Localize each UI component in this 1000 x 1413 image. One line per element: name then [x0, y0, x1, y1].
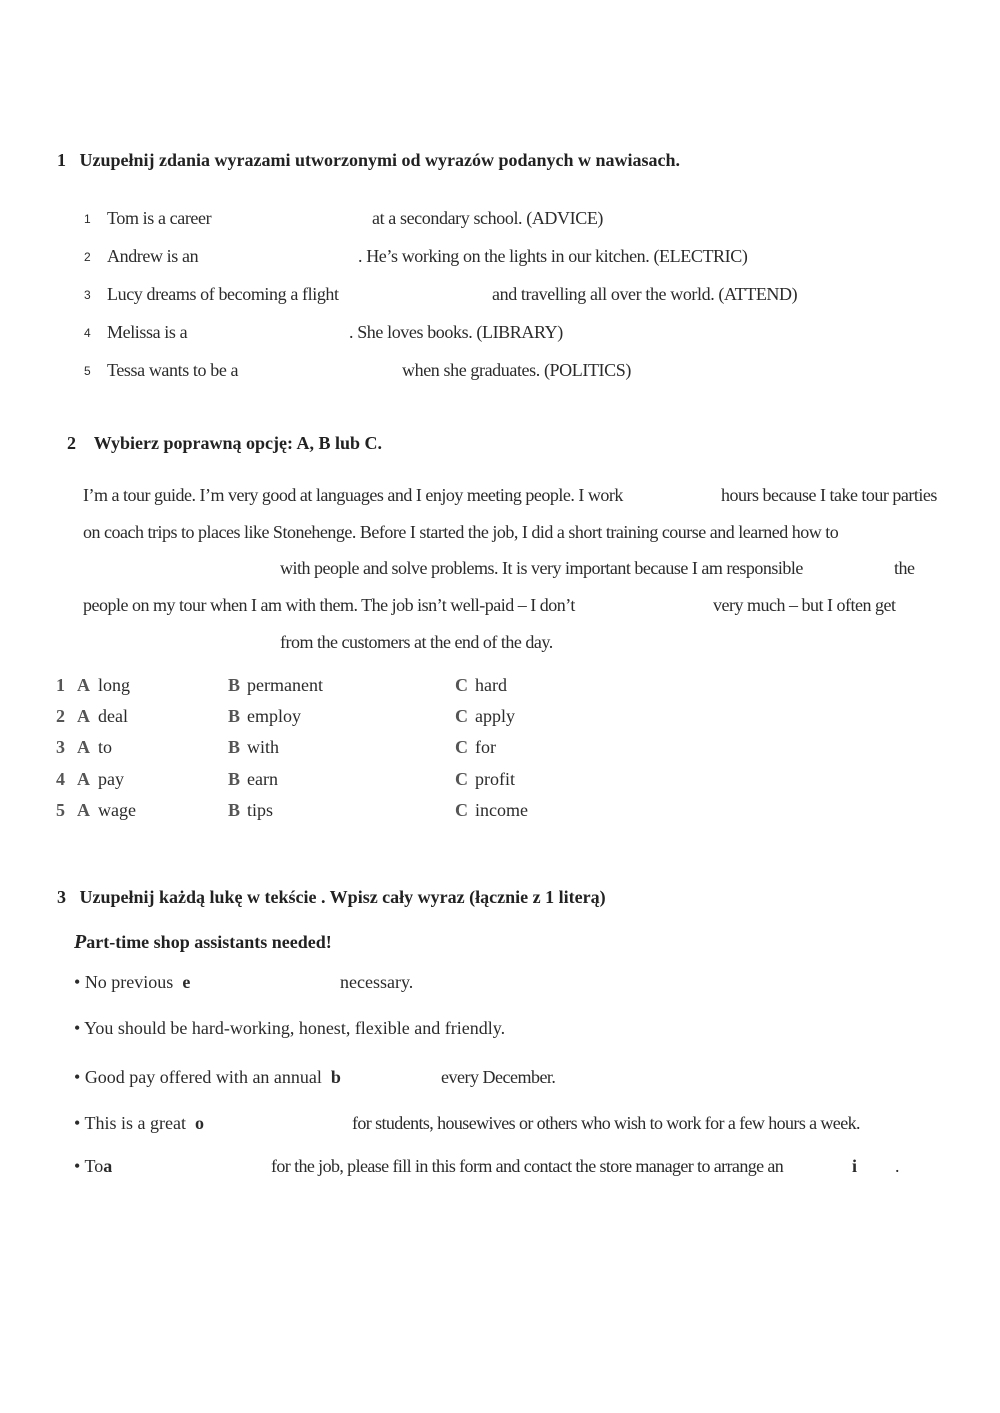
option-letter-c: C: [455, 800, 468, 820]
ex1-item-4: [0, 322, 1000, 346]
option-b[interactable]: tips: [247, 800, 274, 820]
bullet-text-after: necessary.: [340, 972, 414, 992]
item-number: 1: [84, 212, 91, 226]
exercise-3-heading: [57, 887, 606, 908]
item-text-before: Tom is a career: [107, 208, 212, 228]
ad-bullet-5: [74, 1156, 112, 1177]
option-letter-a: A: [77, 769, 90, 789]
option-letter-a: A: [77, 800, 90, 820]
option-letter-b: B: [228, 706, 241, 726]
ex2-text-line-2: on coach trips to places like Stonehenge. Before I started the job, I did a short training course and learned how to: [83, 522, 839, 542]
option-number: 4: [56, 769, 65, 789]
ex2-option-row-4: [0, 769, 1000, 793]
bullet-text-after: every December.: [441, 1067, 556, 1087]
ex2-option-row-1: [0, 675, 1000, 699]
gap-first-letter: b: [330, 1067, 341, 1087]
bullet-text-before: No previous: [84, 972, 174, 992]
option-a[interactable]: long: [98, 675, 131, 695]
item-text-after: when she graduates. (POLITICS): [402, 360, 631, 380]
bullet-text-after: for students, housewives or others who wish to work for a few hours a week.: [352, 1113, 860, 1133]
ad-title: [74, 931, 332, 954]
gap-first-letter-2: i: [852, 1156, 858, 1176]
ad-bullet-3: [74, 1067, 341, 1088]
item-text-after: . He’s working on the lights in our kitchen. (ELECTRIC): [358, 246, 748, 266]
option-number: 2: [56, 706, 65, 726]
option-a[interactable]: deal: [98, 706, 128, 726]
option-c[interactable]: profit: [475, 769, 515, 789]
option-letter-a: A: [77, 737, 90, 757]
bullet-text-before: This is a great: [84, 1113, 186, 1133]
option-c[interactable]: income: [475, 800, 528, 820]
option-letter-c: C: [455, 737, 468, 757]
option-c[interactable]: for: [475, 737, 496, 757]
option-b[interactable]: with: [247, 737, 280, 757]
option-c[interactable]: apply: [475, 706, 515, 726]
ad-bullet-2: [74, 1018, 505, 1039]
ex2-text-line-3b: the: [894, 558, 915, 578]
exercise-1-title: Uzupełnij zdania wyrazami utworzonymi od wyrazów podanych w nawiasach.: [79, 150, 681, 170]
gap-first-letter: a: [103, 1156, 113, 1176]
ex2-text-line-4b: very much – but I often get: [713, 595, 896, 615]
item-text-after: . She loves books. (LIBRARY): [349, 322, 563, 342]
ex2-option-row-3: [0, 737, 1000, 761]
item-number: 5: [84, 364, 91, 378]
bullet-icon: •: [74, 1113, 81, 1133]
ex2-text-line-1a: I’m a tour guide. I’m very good at languages and I enjoy meeting people. I work: [83, 485, 623, 505]
bullet-text: You should be hard-working, honest, flexible and friendly.: [84, 1018, 506, 1038]
option-a[interactable]: to: [98, 737, 113, 757]
ex2-text-line-1b: hours because I take tour parties: [721, 485, 937, 505]
option-a[interactable]: wage: [98, 800, 136, 820]
option-number: 3: [56, 737, 65, 757]
item-text-before: Andrew is an: [107, 246, 199, 266]
option-letter-b: B: [228, 737, 241, 757]
option-letter-b: B: [228, 769, 241, 789]
option-letter-c: C: [455, 706, 468, 726]
option-letter-a: A: [77, 675, 90, 695]
ex2-option-row-5: [0, 800, 1000, 824]
ex2-text-line-5: from the customers at the end of the day.: [280, 632, 553, 652]
ad-title-initial: P: [74, 931, 87, 953]
option-b[interactable]: permanent: [247, 675, 323, 695]
item-number: 2: [84, 250, 91, 264]
option-letter-c: C: [455, 769, 468, 789]
exercise-2-heading: [67, 433, 382, 454]
bullet-icon: •: [74, 1018, 81, 1038]
ex2-option-row-2: [0, 706, 1000, 730]
gap-first-letter: o: [194, 1113, 204, 1133]
ad-bullet-1: [74, 972, 190, 993]
ex1-item-5: [0, 360, 1000, 384]
option-c[interactable]: hard: [475, 675, 507, 695]
option-letter-b: B: [228, 800, 241, 820]
bullet-icon: •: [74, 1067, 81, 1087]
item-text-after: and travelling all over the world. (ATTEND): [492, 284, 798, 304]
bullet-text-before: Good pay offered with an annual: [84, 1067, 322, 1087]
exercise-1-number: 1: [57, 150, 66, 170]
gap-first-letter: e: [182, 972, 191, 992]
item-text-before: Lucy dreams of becoming a flight: [107, 284, 339, 304]
ex2-text-line-3a: with people and solve problems. It is very important because I am responsible: [280, 558, 803, 578]
ad-bullet-4: [74, 1113, 204, 1134]
option-letter-c: C: [455, 675, 468, 695]
item-text-after: at a secondary school. (ADVICE): [372, 208, 604, 228]
option-letter-b: B: [228, 675, 241, 695]
ex2-text-line-4a: people on my tour when I am with them. The job isn’t well-paid – I don’t: [83, 595, 575, 615]
exercise-2-title: Wybierz poprawną opcję: A, B lub C.: [93, 433, 383, 453]
ex1-item-3: [0, 284, 1000, 308]
bullet-icon: •: [74, 1156, 81, 1176]
option-letter-a: A: [77, 706, 90, 726]
bullet-text-before: To: [84, 1156, 104, 1176]
exercise-1-heading: [57, 150, 680, 171]
option-a[interactable]: pay: [98, 769, 124, 789]
option-number: 5: [56, 800, 65, 820]
item-text-before: Melissa is a: [107, 322, 188, 342]
bullet-icon: •: [74, 972, 81, 992]
option-b[interactable]: earn: [247, 769, 278, 789]
option-number: 1: [56, 675, 65, 695]
item-number: 3: [84, 288, 91, 302]
item-text-before: Tessa wants to be a: [107, 360, 239, 380]
ex1-item-2: [0, 246, 1000, 270]
bullet-text-middle: for the job, please fill in this form and contact the store manager to arrange an: [271, 1156, 784, 1176]
option-b[interactable]: employ: [247, 706, 301, 726]
bullet-text-end: .: [895, 1156, 900, 1176]
exercise-3-number: 3: [57, 887, 66, 907]
ad-title-rest: art-time shop assistants needed!: [86, 932, 332, 952]
exercise-3-title: Uzupełnij każdą lukę w tekście . Wpisz cały wyraz (łącznie z 1 literą): [79, 887, 606, 907]
item-number: 4: [84, 326, 91, 340]
exercise-2-number: 2: [67, 433, 76, 453]
ex1-item-1: [0, 208, 1000, 232]
